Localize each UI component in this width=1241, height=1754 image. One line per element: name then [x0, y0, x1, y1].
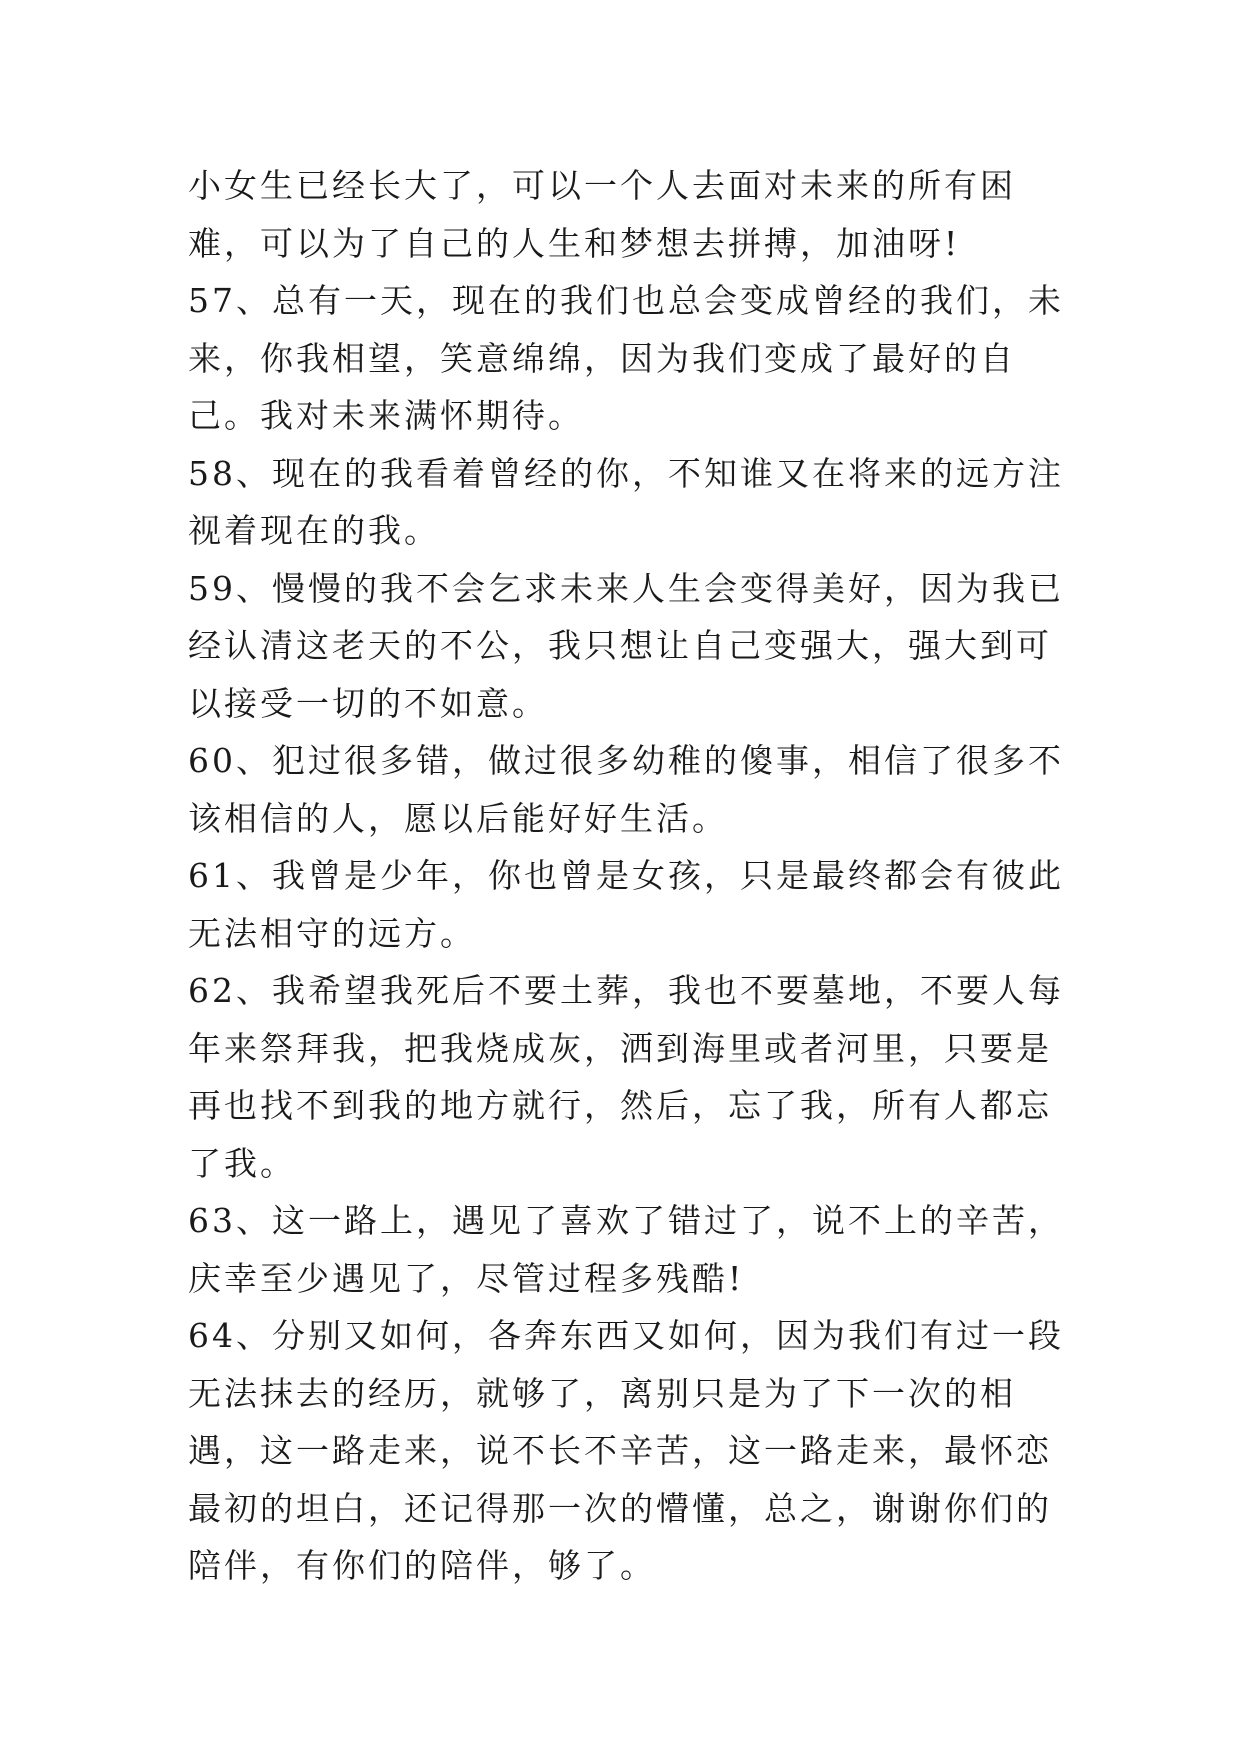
paragraph-63: 63、这一路上，遇见了喜欢了错过了，说不上的辛苦，庆幸至少遇见了，尽管过程多残酷!: [188, 1201, 1064, 1298]
paragraph-59: 59、慢慢的我不会乞求未来人生会变得美好，因为我已经认清这老天的不公，我只想让自己变强大，强大到可以接受一切的不如意。: [188, 568, 1064, 723]
paragraph-64: 64、分别又如何，各奔东西又如何，因为我们有过一段无法抹去的经历，就够了，离别只是为了下一次的相遇，这一路走来，说不长不辛苦，这一路走来，最怀恋最初的坦白，还记得那一次的懵懂，总之，谢谢你们的陪伴，有你们的陪伴，够了。: [188, 1316, 1064, 1585]
paragraph-62: 62、我希望我死后不要土葬，我也不要墓地，不要人每年来祭拜我，把我烧成灰，洒到海里或者河里，只要是再也找不到我的地方就行，然后，忘了我，所有人都忘了我。: [188, 971, 1064, 1183]
document-body: [188, 157, 1068, 1595]
paragraph-57: 57、总有一天，现在的我们也总会变成曾经的我们，未来，你我相望，笑意绵绵，因为我们变成了最好的自己。我对未来满怀期待。: [188, 281, 1064, 435]
paragraph-58: 58、现在的我看着曾经的你，不知谁又在将来的远方注视着现在的我。: [188, 453, 1064, 550]
paragraph-61: 61、我曾是少年，你也曾是女孩，只是最终都会有彼此无法相守的远方。: [188, 856, 1064, 953]
paragraph-intro: 小女生已经长大了，可以一个人去面对未来的所有困难，可以为了自己的人生和梦想去拼搏，加油呀!: [188, 166, 1016, 263]
paragraph-60: 60、犯过很多错，做过很多幼稚的傻事，相信了很多不该相信的人，愿以后能好好生活。: [188, 741, 1064, 838]
